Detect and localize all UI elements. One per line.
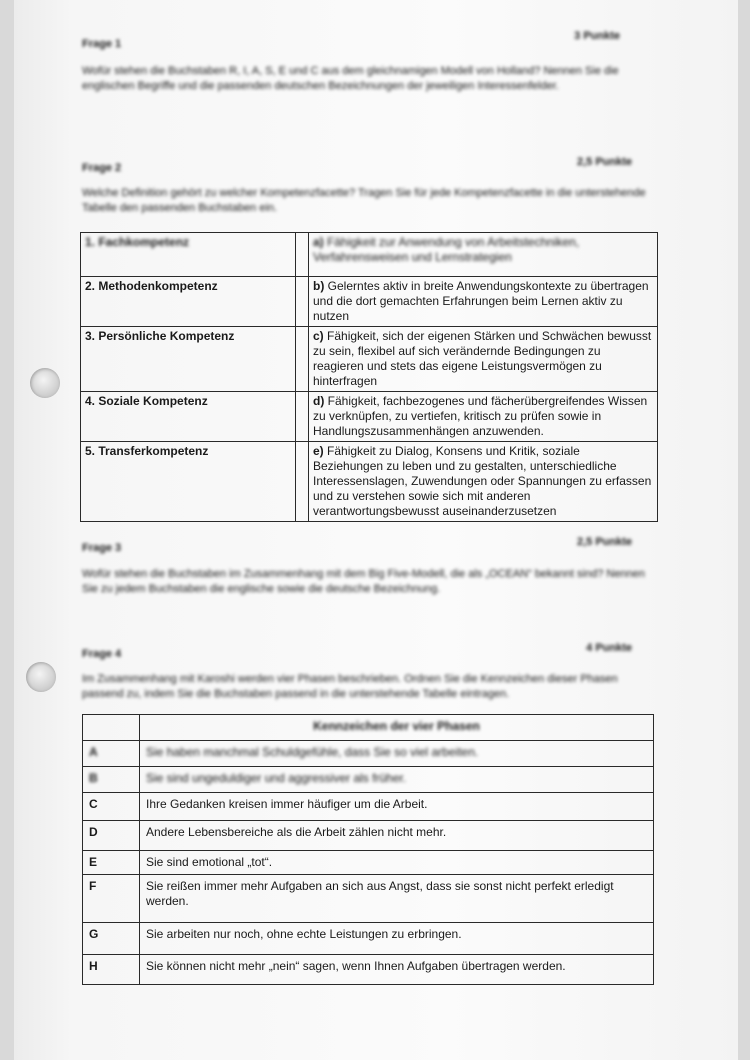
punch-hole-lower [26, 662, 56, 692]
table-row [83, 741, 654, 767]
answer-cell[interactable] [296, 277, 309, 327]
answer-cell[interactable] [296, 327, 309, 392]
phase-description: Sie arbeiten nur noch, ohne echte Leistungen zu erbringen. [140, 923, 654, 955]
table-row [83, 793, 654, 821]
competence-definition: b) Gelerntes aktiv in breite Anwendungskontexte zu übertragen und die dort gemachten Erfahrungen beim Lernen aktiv zu nutzen [309, 277, 658, 327]
phase-description: Ihre Gedanken kreisen immer häufiger um die Arbeit. [140, 793, 654, 821]
table-row [83, 923, 654, 955]
question-3-text: Wofür stehen die Buchstaben im Zusammenhang mit dem Big Five-Modell, die als „OCEAN“ bekannt sind? Nennen Sie zu jedem Buchstaben die englische sowie die deutsche Bezeichnung. [82, 568, 645, 595]
table-header: Kennzeichen der vier Phasen [140, 715, 654, 741]
competence-table [80, 232, 658, 522]
competence-name: 1. Fachkompetenz [81, 233, 296, 277]
table-row [83, 851, 654, 875]
question-1-title: Frage 1 [82, 38, 122, 50]
phase-key: G [83, 923, 140, 955]
phase-description: Andere Lebensbereiche als die Arbeit zählen nicht mehr. [140, 821, 654, 851]
question-4-points: 4 Punkte [586, 642, 632, 654]
answer-cell[interactable] [296, 442, 309, 522]
phase-description: Sie sind ungeduldiger und aggressiver als früher. [140, 767, 654, 793]
table-row [81, 277, 658, 327]
question-2-title: Frage 2 [82, 162, 122, 174]
phase-key: B [83, 767, 140, 793]
competence-name: 2. Methodenkompetenz [81, 277, 296, 327]
answer-cell[interactable] [296, 392, 309, 442]
phase-description: Sie reißen immer mehr Aufgaben an sich aus Angst, dass sie sonst nicht perfekt erledigt werden. [140, 875, 654, 923]
table-row [83, 821, 654, 851]
competence-name: 5. Transferkompetenz [81, 442, 296, 522]
competence-definition: a) Fähigkeit zur Anwendung von Arbeitstechniken, Verfahrensweisen und Lernstrategien [309, 233, 658, 277]
question-3-title: Frage 3 [82, 542, 122, 554]
table-row [83, 767, 654, 793]
phase-key: F [83, 875, 140, 923]
question-1-text: Wofür stehen die Buchstaben R, I, A, S, E und C aus dem gleichnamigen Modell von Holland? Nennen Sie die englischen Begriffe und die passenden deutschen Bezeichnungen der jeweiligen Interessenfelder. [82, 65, 619, 92]
phase-description: Sie haben manchmal Schuldgefühle, dass Sie so viel arbeiten. [140, 741, 654, 767]
table-row [81, 327, 658, 392]
table-row [83, 955, 654, 985]
table-row [83, 875, 654, 923]
table-row [81, 442, 658, 522]
table-row [81, 233, 658, 277]
phase-description: Sie können nicht mehr „nein“ sagen, wenn Ihnen Aufgaben übertragen werden. [140, 955, 654, 985]
question-2-points: 2,5 Punkte [576, 156, 632, 168]
competence-definition: c) Fähigkeit, sich der eigenen Stärken und Schwächen bewusst zu sein, flexibel auf sich verändernde Bedingungen zu reagieren und stets das eigene Leistungsvermögen zu hinterfragen [309, 327, 658, 392]
question-2-text: Welche Definition gehört zu welcher Kompetenzfacette? Tragen Sie für jede Kompetenzfacette in die unterstehende Tabelle den passenden Buchstaben ein. [82, 187, 646, 214]
phase-key: H [83, 955, 140, 985]
competence-definition: e) Fähigkeit zu Dialog, Konsens und Kritik, soziale Beziehungen zu leben und zu gestalten, unterschiedliche Interessenslagen, Zuwendungen oder Spannungen zu erfassen und zu verstehen sowie sich mit anderen verantwortungsbewusst auseinanderzusetzen [309, 442, 658, 522]
competence-name: 3. Persönliche Kompetenz [81, 327, 296, 392]
competence-definition: d) Fähigkeit, fachbezogenes und fächerübergreifendes Wissen zu verknüpfen, zu vertiefen, kritisch zu prüfen sowie in Handlungszusammenhängen anzuwenden. [309, 392, 658, 442]
question-3-points: 2,5 Punkte [576, 536, 632, 548]
question-1-points: 3 Punkte [574, 30, 620, 42]
phase-key: D [83, 821, 140, 851]
answer-cell[interactable] [296, 233, 309, 277]
question-4-text: Im Zusammenhang mit Karoshi werden vier Phasen beschrieben. Ordnen Sie die Kennzeichen dieser Phasen passend zu, indem Sie die Buchstaben passend in die unterstehende Tabelle eintragen. [82, 673, 618, 700]
question-4-title: Frage 4 [82, 648, 122, 660]
phase-key: C [83, 793, 140, 821]
phase-key: A [83, 741, 140, 767]
phases-table [82, 714, 654, 985]
phase-description: Sie sind emotional „tot“. [140, 851, 654, 875]
punch-hole-upper [30, 368, 60, 398]
header-empty-cell [83, 715, 140, 741]
phase-key: E [83, 851, 140, 875]
table-header-row [83, 715, 654, 741]
competence-name: 4. Soziale Kompetenz [81, 392, 296, 442]
table-row [81, 392, 658, 442]
